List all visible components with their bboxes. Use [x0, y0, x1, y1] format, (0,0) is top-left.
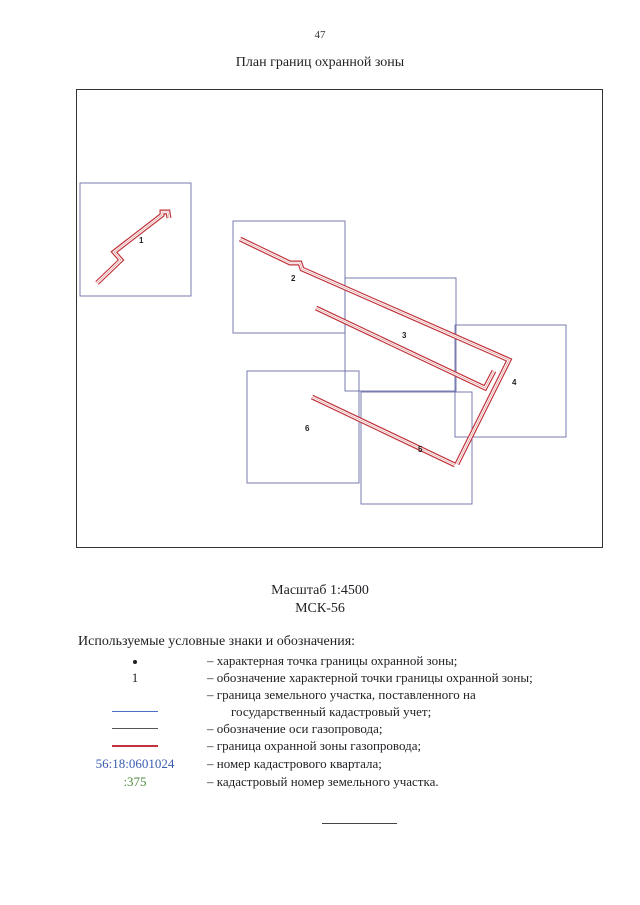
bottom-divider	[322, 823, 397, 824]
zone-branch-upper	[316, 308, 494, 388]
parcel-label-4: 4	[512, 378, 517, 387]
legend-text: – граница охранной зоны газопровода;	[207, 738, 422, 753]
legend-row-parcel-boundary	[0, 686, 640, 703]
legend-text: – обозначение характерной точки границы охранной зоны;	[207, 670, 533, 685]
page-number: 47	[314, 29, 326, 41]
parcel-label-3: 3	[402, 331, 407, 340]
gray-line-symbol	[112, 728, 158, 729]
parcel-6-boundary	[247, 371, 359, 483]
red-line-symbol	[112, 745, 158, 747]
legend-row-pipeline-axis	[0, 720, 640, 737]
legend-symbol-point	[76, 652, 194, 669]
legend-symbol-quarter: 56:18:0601024	[95, 756, 175, 771]
parcel-labels	[139, 236, 517, 454]
legend-text: – кадастровый номер земельного участка.	[207, 774, 439, 789]
parcel-label-5: 5	[418, 445, 423, 454]
legend-symbol-number: 1	[131, 670, 139, 685]
parcel-boundaries	[80, 183, 566, 504]
scale-ratio: Масштаб 1:4500	[271, 583, 369, 598]
legend-row-quarter-number	[0, 755, 640, 772]
document-title: План границ охранной зоны	[235, 55, 405, 70]
protection-zones	[97, 212, 509, 465]
legend-row-parcel-boundary-cont	[0, 703, 640, 720]
parcel-label-6: 6	[305, 424, 310, 433]
legend-text: – граница земельного участка, поставленного на	[207, 687, 476, 702]
legend-text: – обозначение оси газопровода;	[207, 721, 383, 736]
legend-row-protection-zone	[0, 737, 640, 754]
parcel-label-1: 1	[139, 236, 144, 245]
legend-text: – характерная точка границы охранной зоны;	[207, 653, 458, 668]
legend-text-continued: государственный кадастровый учет;	[231, 704, 432, 719]
blue-line-symbol	[112, 711, 158, 712]
scale-block	[0, 582, 640, 618]
zone-main-route	[240, 239, 509, 464]
coordinate-system: МСК-56	[295, 601, 345, 616]
legend-row-point-label	[0, 669, 640, 686]
legend-row-parcel-number	[0, 773, 640, 790]
parcel-label-2: 2	[291, 274, 296, 283]
point-marker-icon	[133, 660, 137, 664]
legend-row-point	[0, 652, 640, 669]
legend-title: Используемые условные знаки и обозначения:	[78, 634, 356, 649]
zone-branch-lower	[312, 397, 455, 465]
zone-parcel-1	[97, 212, 169, 283]
parcel-1-boundary	[80, 183, 191, 296]
legend-text: – номер кадастрового квартала;	[207, 756, 382, 771]
legend-symbol-parcel: :375	[123, 774, 147, 789]
